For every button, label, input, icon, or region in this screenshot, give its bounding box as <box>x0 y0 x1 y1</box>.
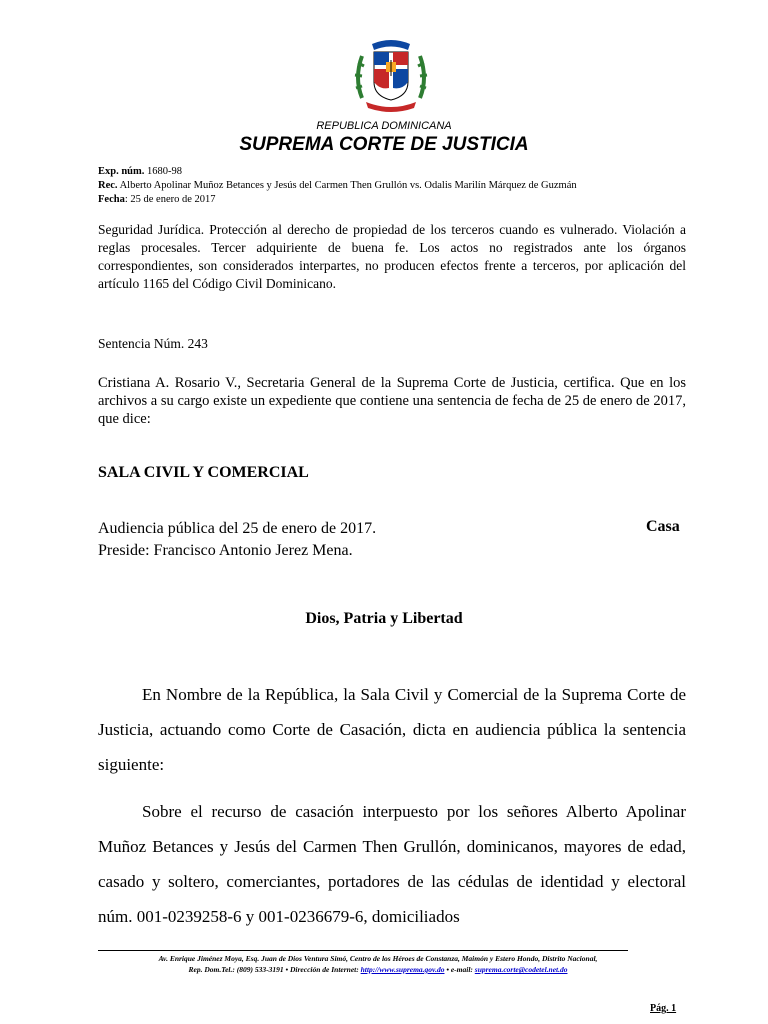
coat-of-arms-seal <box>350 38 432 116</box>
file-number-label: Exp. núm. <box>98 166 145 177</box>
opening-paragraph: En Nombre de la República, la Sala Civil y Comercial de la Suprema Corte de Justicia, actuando como Corte de Casación, dicta en audiencia pública la sentencia siguiente: <box>98 685 686 774</box>
file-number-value: 1680-98 <box>147 166 183 177</box>
footer-phone: Rep. Dom.Tel.: (809) 533-3191 • Dirección de Internet: <box>188 965 359 974</box>
national-motto: Dios, Patria y Libertad <box>305 610 463 627</box>
case-parties-value: Alberto Apolinar Muñoz Betances y Jesús del Carmen Then Grullón vs. Odalis Marilín Márquez de Guzmán <box>119 180 577 191</box>
appeal-paragraph: Sobre el recurso de casación interpuesto por los señores Alberto Apolinar Muñoz Betances y Jesús del Carmen Then Grullón, dominicanos, mayores de edad, casado y soltero, comerciantes, portadores de las cédulas de identidad y electoral núm. 001-0239258-6 y 001-0236679-6, domiciliados <box>98 802 686 926</box>
footer-contact <box>98 965 658 974</box>
date-line <box>98 193 216 206</box>
date-label: Fecha <box>98 194 125 205</box>
certification-text: Cristiana A. Rosario V., Secretaria General de la Suprema Corte de Justicia, certifica. Que en los archivos a su cargo existe un expediente que contiene una sentencia de fecha de 25 de enero de 2017, que dice: <box>98 375 686 427</box>
page-number: Pág. 1 <box>650 1003 677 1014</box>
website-link[interactable]: http://www.suprema.gov.do <box>360 965 445 974</box>
country-name: REPUBLICA DOMINICANA <box>316 120 452 132</box>
footer-address: Av. Enrique Jiménez Moya, Esq. Juan de Dios Ventura Simó, Centro de los Héroes de Constanza, Maimón y Estero Hondo, Distrito Nacional, <box>158 954 598 963</box>
hearing-info <box>98 518 376 562</box>
chamber-heading: SALA CIVIL Y COMERCIAL <box>98 464 309 481</box>
hearing-date: Audiencia pública del 25 de enero de 2017. <box>98 520 377 537</box>
ruling-summary: Seguridad Jurídica. Protección al derecho de propiedad de los terceros cuando es vulnerado. Violación a reglas procesales. Tercer adquiriente de buena fe. Los actos no registrados ante los órganos correspondientes, son considerados interpartes, no producen efectos frente a terceros, por aplicación del artículo 1165 del Código Civil Dominicano. <box>98 222 686 291</box>
footer-email-label: • e-mail: <box>446 965 473 974</box>
file-number-line <box>98 165 182 178</box>
date-value: : 25 de enero de 2017 <box>124 194 216 205</box>
sentence-number: Sentencia Núm. 243 <box>98 336 208 351</box>
presiding-judge: Preside: Francisco Antonio Jerez Mena. <box>98 542 353 559</box>
ruling-outcome: Casa <box>646 518 680 535</box>
court-title: SUPREMA CORTE DE JUSTICIA <box>239 134 529 155</box>
footer-divider <box>98 950 628 951</box>
case-parties-label: Rec. <box>98 180 118 191</box>
email-link[interactable]: suprema.corte@codetel.net.do <box>474 965 568 974</box>
case-parties-line <box>98 179 577 192</box>
